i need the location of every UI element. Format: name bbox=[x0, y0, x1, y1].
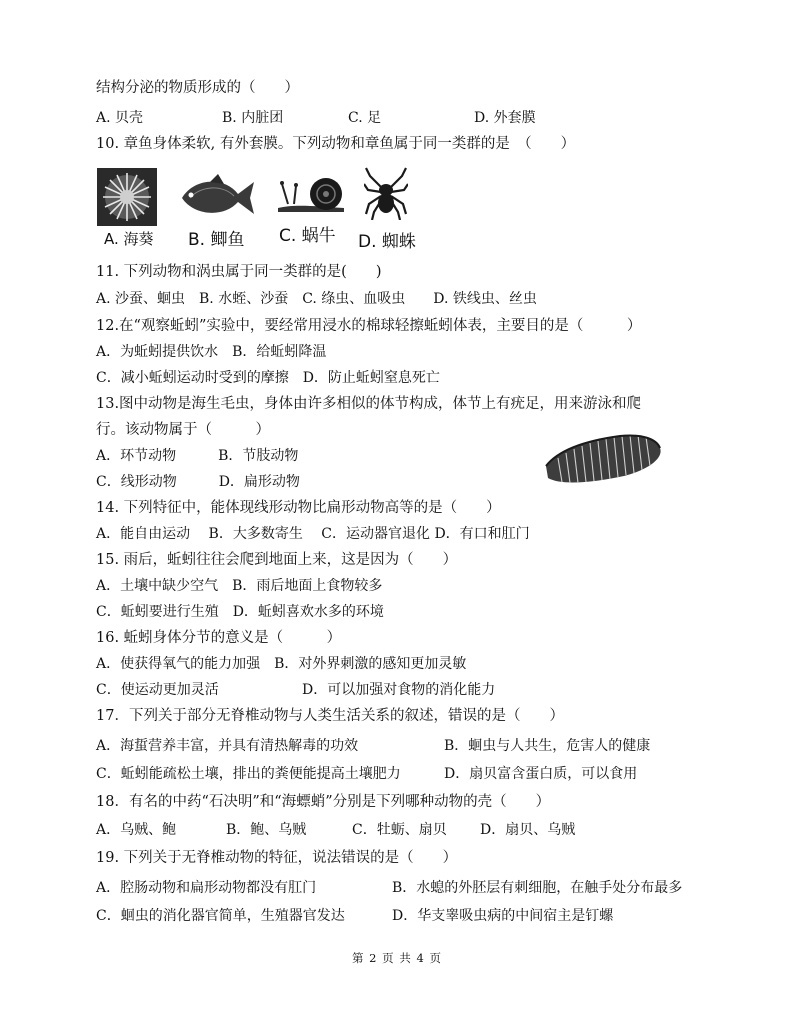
q17-option-d: D．扇贝富含蛋白质，可以食用 bbox=[444, 766, 638, 782]
q19-option-c: C．蛔虫的消化器官简单，生殖器官发达 bbox=[96, 908, 345, 924]
q13-options-row2: C．线形动物 D．扁形动物 bbox=[96, 474, 300, 490]
q15-options-row1: A．土壤中缺少空气 B．雨后地面上食物较多 bbox=[96, 578, 383, 594]
q14-options: A．能自由运动 B．大多数寄生 C．运动器官退化 D．有口和肛门 bbox=[96, 526, 530, 542]
q11-stem: 11. 下列动物和涡虫属于同一类群的是( ) bbox=[96, 264, 382, 280]
q18-stem: 18．有名的中药“石决明”和“海螵蛸”分别是下列哪种动物的壳（ ） bbox=[96, 794, 551, 810]
q12-options-row2: C．减小蚯蚓运动时受到的摩擦 D．防止蚯蚓窒息死亡 bbox=[96, 370, 440, 386]
q19-stem: 19. 下列关于无脊椎动物的特征，说法错误的是（ ） bbox=[96, 850, 458, 866]
spider-image bbox=[364, 166, 408, 220]
page-footer: 第 2 页 共 4 页 bbox=[352, 951, 442, 965]
q14-stem: 14. 下列特征中，能体现线形动物比扁形动物高等的是（ ） bbox=[96, 500, 501, 516]
q16-option-c: C．使运动更加灵活 bbox=[96, 682, 219, 698]
sea-anemone-image bbox=[97, 168, 157, 226]
q16-options-row1: A．使获得氧气的能力加强 B．对外界刺激的感知更加灵敏 bbox=[96, 656, 467, 672]
cont-option-d: D. 外套膜 bbox=[474, 110, 536, 126]
q17-option-c: C．蚯蚓能疏松土壤，排出的粪便能提高土壤肥力 bbox=[96, 766, 401, 782]
q15-stem: 15. 雨后，蚯蚓往往会爬到地面上来，这是因为（ ） bbox=[96, 552, 458, 568]
q10-caption-b: B. 鲫鱼 bbox=[188, 230, 245, 250]
q10-caption-c: C. 蜗牛 bbox=[279, 226, 336, 246]
cont-option-a: A. 贝壳 bbox=[96, 110, 144, 126]
q18-option-a: A．乌贼、鲍 bbox=[96, 822, 177, 838]
q16-stem: 16. 蚯蚓身体分节的意义是（ ） bbox=[96, 630, 342, 646]
cont-option-c: C. 足 bbox=[348, 110, 382, 126]
q18-option-c: C．牡蛎、扇贝 bbox=[352, 822, 447, 838]
continuation-text: 结构分泌的物质形成的（ ） bbox=[96, 80, 299, 96]
sea-worm-image bbox=[540, 426, 666, 490]
snail-image bbox=[274, 168, 352, 216]
q19-option-a: A．腔肠动物和扁形动物都没有肛门 bbox=[96, 880, 317, 896]
q10-stem: 10. 章鱼身体柔软, 有外套膜。下列动物和章鱼属于同一类群的是 （ ） bbox=[96, 136, 576, 152]
q17-option-b: B．蛔虫与人共生，危害人的健康 bbox=[444, 738, 651, 754]
q19-option-d: D．华支睾吸虫病的中间宿主是钉螺 bbox=[392, 908, 614, 924]
q15-options-row2: C．蚯蚓要进行生殖 D．蚯蚓喜欢水多的环境 bbox=[96, 604, 384, 620]
q13-stem-2: 行。该动物属于（ ） bbox=[96, 422, 270, 438]
q13-stem-1: 13.图中动物是海生毛虫，身体由许多相似的体节构成，体节上有疣足，用来游泳和爬 bbox=[96, 396, 642, 412]
q12-stem: 12.在“观察蚯蚓”实验中，要经常用浸水的棉球轻擦蚯蚓体表，主要目的是（ ） bbox=[96, 318, 642, 334]
q16-option-d: D．可以加强对食物的消化能力 bbox=[302, 682, 496, 698]
q19-option-b: B．水螅的外胚层有刺细胞，在触手处分布最多 bbox=[392, 880, 683, 896]
crucian-carp-image bbox=[176, 172, 256, 222]
q17-option-a: A．海蜇营养丰富，并具有清热解毒的功效 bbox=[96, 738, 359, 754]
q18-option-d: D．扇贝、乌贼 bbox=[480, 822, 576, 838]
q13-options-row1: A．环节动物 B．节肢动物 bbox=[96, 448, 299, 464]
cont-option-b: B. 内脏团 bbox=[222, 110, 284, 126]
q12-options-row1: A．为蚯蚓提供饮水 B．给蚯蚓降温 bbox=[96, 344, 327, 360]
q17-stem: 17．下列关于部分无脊椎动物与人类生活关系的叙述，错误的是（ ） bbox=[96, 708, 564, 724]
q11-options: A. 沙蚕、蛔虫 B. 水蛭、沙蚕 C. 绦虫、血吸虫 D. 铁线虫、丝虫 bbox=[96, 291, 537, 307]
q18-option-b: B．鲍、乌贼 bbox=[226, 822, 307, 838]
q10-caption-a: A. 海葵 bbox=[104, 230, 154, 248]
q10-caption-d: D. 蜘蛛 bbox=[358, 232, 416, 252]
